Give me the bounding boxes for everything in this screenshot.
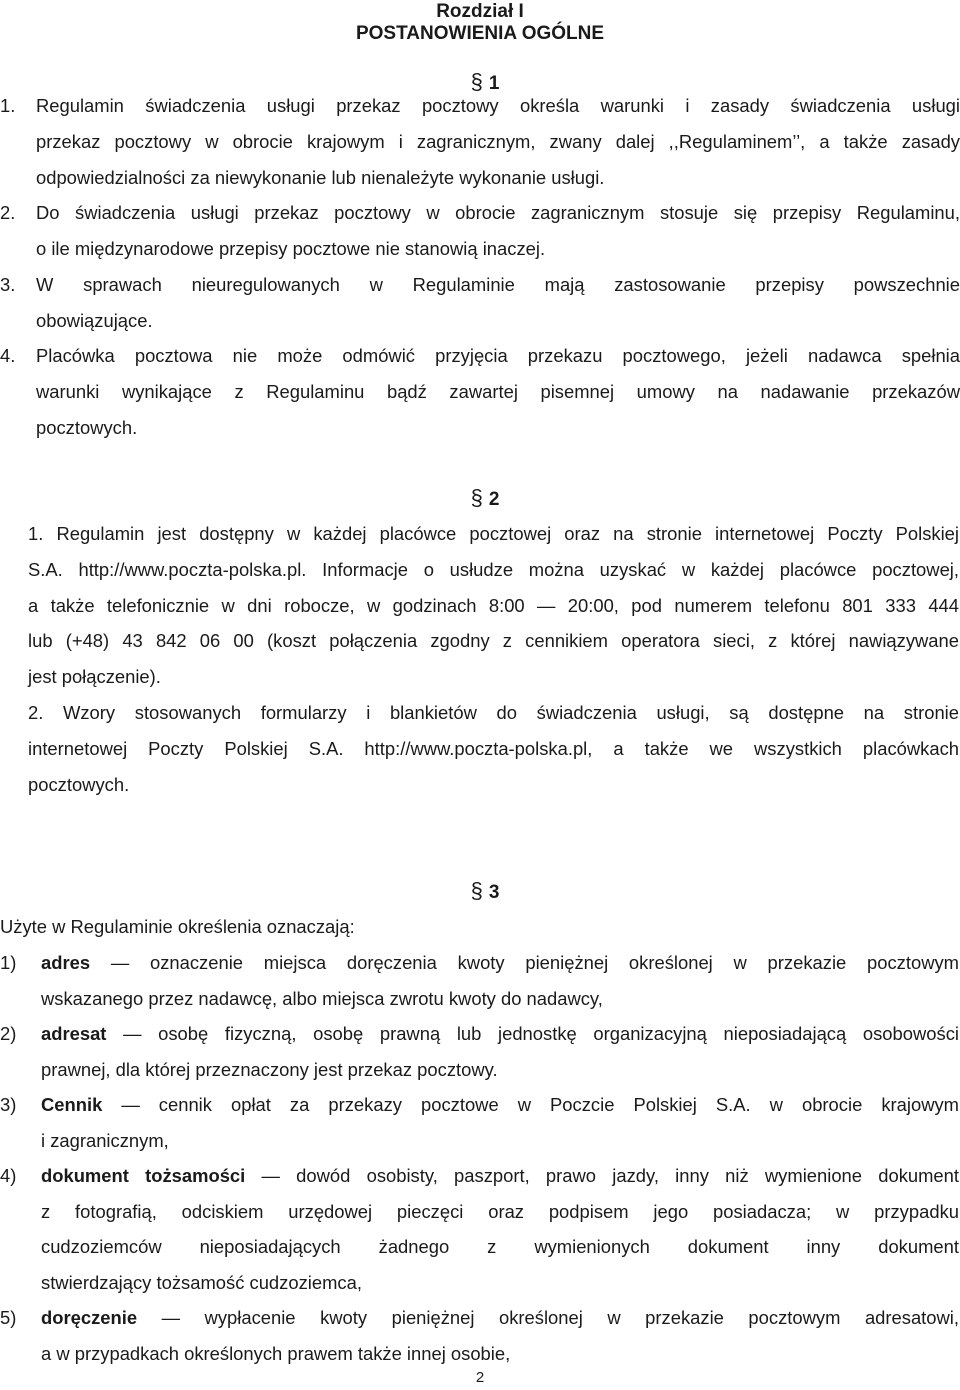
- definitions-intro: Użyte w Regulaminie określenia oznaczają:: [0, 916, 355, 937]
- definition-term: doręczenie: [41, 1307, 138, 1328]
- text-line: — wypłacenie kwoty pieniężnej określonej w przekazie pocztowym adresatowi,: [161, 1307, 959, 1328]
- text-line: internetowej Poczty Polskiej S.A. http://www.poczta-polska.pl, a także we wszystkich placówkach: [28, 737, 959, 759]
- text-line: Do świadczenia usługi przekaz pocztowy w obrocie zagranicznym stosuje się przepisy Regulaminu,: [36, 202, 960, 223]
- text-line: o ile międzynarodowe przepisy pocztowe nie stanowią inaczej.: [36, 237, 546, 259]
- section-number: 2: [488, 489, 500, 510]
- text-line: lub (+48) 43 842 06 00 (koszt połączenia zgodny z cennikiem operatora sieci, z której nawiązywane: [28, 630, 959, 652]
- section-2-paragraph-2: [28, 695, 959, 802]
- section-3-heading: [0, 879, 960, 905]
- text-line: a także telefonicznie w dni robocze, w godzinach 8:00 — 20:00, pod numerem telefonu 801 333 444: [28, 594, 959, 616]
- paragraph-number: 3.: [0, 274, 16, 295]
- text-line: odpowiedzialności za niewykonanie lub nienależyte wykonanie usługi.: [36, 166, 605, 188]
- text-line: pocztowych.: [36, 416, 138, 438]
- text-line: pocztowych.: [28, 773, 130, 795]
- definition-term: Cennik: [41, 1094, 103, 1115]
- text-line: Regulamin świadczenia usługi przekaz pocztowy określa warunki i zasady świadczenia usługi: [36, 95, 960, 116]
- text-line: — oznaczenie miejsca doręczenia kwoty pieniężnej określonej w przekazie pocztowym: [110, 952, 959, 973]
- text-line: obowiązujące.: [36, 309, 153, 331]
- definition-item: [0, 1300, 960, 1372]
- definition-term: dokument tożsamości: [41, 1165, 246, 1186]
- text-line: — osobę fizyczną, osobę prawną lub jednostkę organizacyjną nieposiadającą osobowości: [123, 1023, 959, 1044]
- text-line: S.A. http://www.poczta-polska.pl. Informacje o usłudze można uzyskać w każdej placówce pocztowej,: [28, 558, 959, 580]
- paragraph-number: 4.: [0, 345, 16, 366]
- definition-term: adres: [41, 952, 91, 973]
- paragraph-number: 1.: [0, 95, 16, 116]
- definition-term: adresat: [41, 1023, 107, 1044]
- definition-number: 5): [0, 1307, 17, 1328]
- definition-item: [0, 945, 960, 1017]
- paragraph-number: 2.: [0, 202, 16, 223]
- section-sign: §: [470, 69, 483, 94]
- section-2-heading: [0, 486, 960, 512]
- definition-number: 4): [0, 1165, 17, 1186]
- chapter-label: Rozdział I: [436, 1, 524, 22]
- section-sign: §: [470, 878, 483, 903]
- text-line: 1. Regulamin jest dostępny w każdej placówce pocztowej oraz na stronie internetowej Poczty Polskiej: [28, 523, 959, 544]
- text-line: 2. Wzory stosowanych formularzy i blankietów do świadczenia usługi, są dostępne na stronie: [28, 702, 959, 723]
- text-line: przekaz pocztowy w obrocie krajowym i zagranicznym, zwany dalej ,,Regulaminem’’, a także zasady: [36, 130, 960, 152]
- text-line: z fotografią, odciskiem urzędowej pieczęci oraz podpisem jego posiadacza; w przypadku: [41, 1200, 959, 1222]
- text-line: — cennik opłat za przekazy pocztowe w Poczcie Polskiej S.A. w obrocie krajowym: [121, 1094, 959, 1115]
- text-line: stwierdzający tożsamość cudzoziemca,: [41, 1271, 362, 1293]
- text-line: cudzoziemców nieposiadających żadnego z wymienionych dokument inny dokument: [41, 1236, 959, 1258]
- definition-item: [0, 1087, 960, 1159]
- text-line: i zagranicznym,: [41, 1129, 169, 1151]
- text-line: — dowód osobisty, paszport, prawo jazdy, inny niż wymienione dokument: [261, 1165, 960, 1186]
- definition-item: [0, 1016, 960, 1088]
- text-line: prawnej, dla której przeznaczony jest przekaz pocztowy.: [41, 1058, 498, 1080]
- text-line: a w przypadkach określonych prawem także innej osobie,: [41, 1342, 511, 1364]
- section-number: 1: [488, 73, 500, 94]
- definition-number: 2): [0, 1023, 17, 1044]
- definition-item: [0, 1158, 960, 1302]
- page-number: 2: [475, 1369, 485, 1386]
- section-1-paragraph-4: [0, 338, 960, 445]
- section-2-paragraph-1: [28, 516, 959, 695]
- definition-number: 1): [0, 952, 17, 973]
- text-line: W sprawach nieuregulowanych w Regulaminie mają zastosowanie przepisy powszechnie: [36, 274, 960, 295]
- definition-number: 3): [0, 1094, 17, 1115]
- text-line: Placówka pocztowa nie może odmówić przyjęcia przekazu pocztowego, jeżeli nadawca spełnia: [36, 345, 960, 366]
- section-1-paragraph-2: [0, 195, 960, 267]
- text-line: jest połączenie).: [28, 666, 161, 688]
- text-line: warunki wynikające z Regulaminu bądź zawartej pisemnej umowy na nadawanie przekazów: [36, 380, 960, 402]
- text-line: wskazanego przez nadawcę, albo miejsca zwrotu kwoty do nadawcy,: [41, 987, 603, 1009]
- section-sign: §: [470, 485, 483, 510]
- section-number: 3: [488, 882, 500, 903]
- section-1-paragraph-3: [0, 267, 960, 339]
- section-1-paragraph-1: [0, 88, 960, 195]
- chapter-title: POSTANOWIENIA OGÓLNE: [355, 23, 605, 44]
